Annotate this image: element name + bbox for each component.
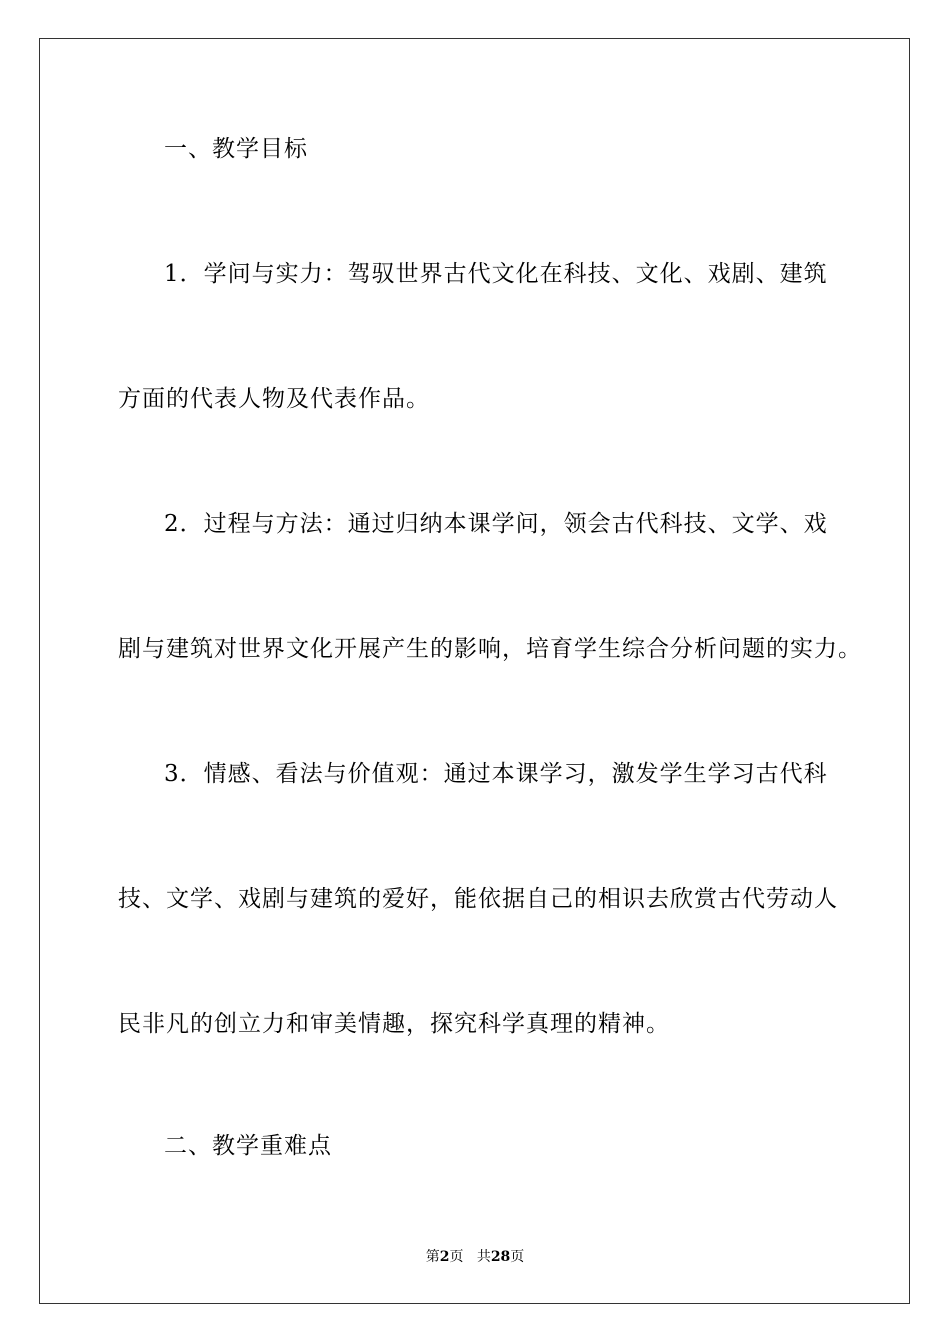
total-suffix: 页 bbox=[510, 1249, 525, 1265]
total-pages: 28 bbox=[490, 1249, 511, 1265]
section-heading-teaching-goals: 一、教学目标 bbox=[164, 136, 308, 162]
paragraph-line: 3．情感、看法与价值观：通过本课学习，激发学生学习古代科 bbox=[164, 761, 828, 787]
total-prefix: 共 bbox=[476, 1249, 491, 1265]
page-border bbox=[39, 38, 910, 1304]
paragraph-line: 1．学问与实力：驾驭世界古代文化在科技、文化、戏剧、建筑 bbox=[164, 261, 828, 287]
paragraph-line: 方面的代表人物及代表作品。 bbox=[118, 386, 430, 412]
page-prefix: 第 bbox=[425, 1249, 440, 1265]
paragraph-line: 剧与建筑对世界文化开展产生的影响，培育学生综合分析问题的实力。 bbox=[118, 636, 862, 662]
paragraph-line: 技、文学、戏剧与建筑的爱好，能依据自己的相识去欣赏古代劳动人 bbox=[118, 886, 838, 912]
paragraph-line: 民非凡的创立力和审美情趣，探究科学真理的精神。 bbox=[118, 1011, 670, 1037]
paragraph-line: 2．过程与方法：通过归纳本课学问，领会古代科技、文学、戏 bbox=[164, 511, 828, 537]
page-suffix: 页 bbox=[449, 1249, 464, 1265]
page-number: 2 bbox=[439, 1249, 450, 1265]
page-footer bbox=[0, 1248, 950, 1266]
section-heading-key-points: 二、教学重难点 bbox=[164, 1133, 332, 1159]
